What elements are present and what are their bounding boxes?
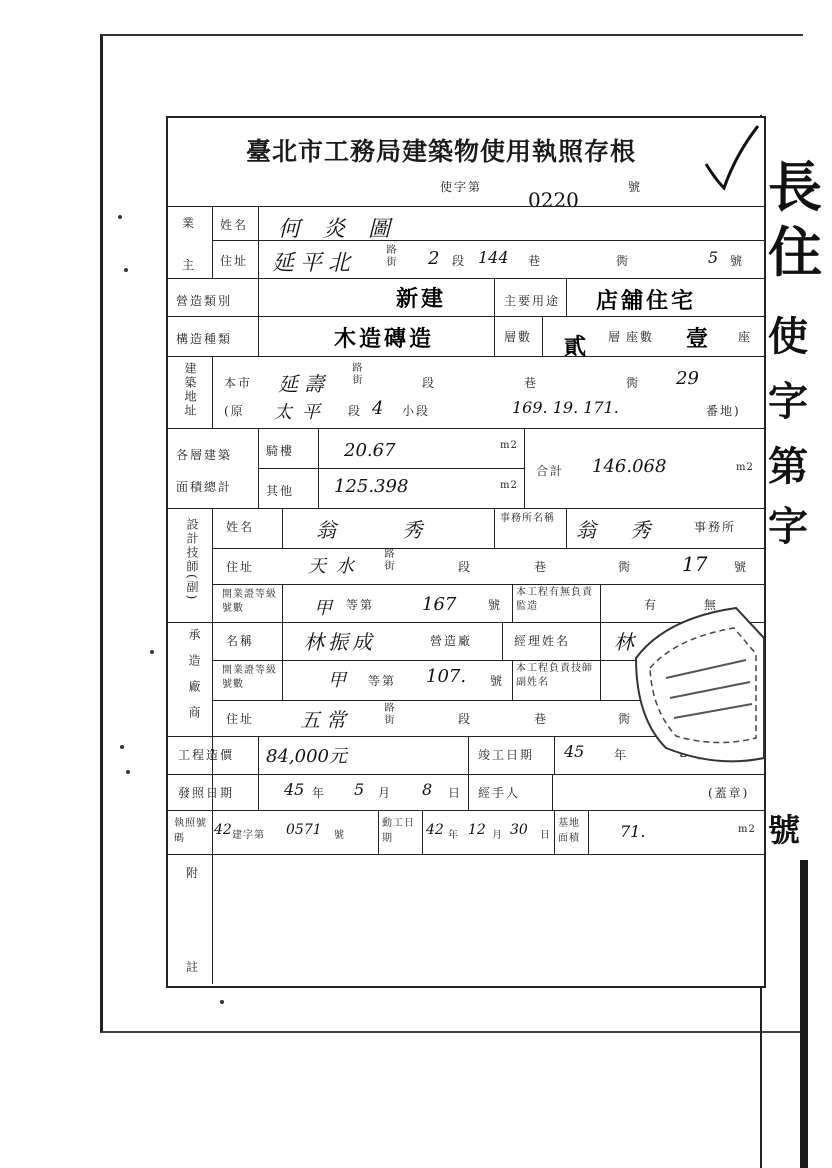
floors-value: 貳 <box>564 334 590 360</box>
completion-year: 45 <box>564 742 585 761</box>
land-area-label: 基地面積 <box>558 818 580 844</box>
permit-number: 0220 <box>528 188 579 212</box>
designer-office-label: 事務所名稱 <box>500 513 555 524</box>
permit-suffix: 號 <box>334 830 345 841</box>
designer-office-suffix: 事務所 <box>694 520 737 534</box>
contractor-lane-label: 巷 <box>534 712 549 726</box>
permit-no-label: 執照號碼 <box>174 818 207 844</box>
structure-type-label: 構造種類 <box>176 332 233 346</box>
contractor-name-suffix: 營造廠 <box>430 634 473 648</box>
contractor-license-num: 107. <box>426 666 467 687</box>
total-area-unit: m2 <box>736 462 754 473</box>
site-lot-label: 番地) <box>706 404 741 418</box>
site-house-num: 29 <box>676 368 699 389</box>
arcade-unit: m2 <box>500 440 518 451</box>
contractor-manager-value: 林 <box>614 630 634 654</box>
notes-label-bottom: 註 <box>186 960 201 974</box>
permit-suffix-label: 號 <box>628 180 643 194</box>
owner-address-label: 住址 <box>220 254 249 268</box>
site-city-label: 本市 <box>224 376 253 390</box>
land-area-value: 71. <box>620 822 646 841</box>
permit-num: 0571 <box>286 822 322 838</box>
speck <box>124 268 128 272</box>
contractor-alley-label: 衖 <box>618 712 633 726</box>
issue-year: 45 <box>284 780 305 799</box>
owner-section-label: 段 <box>452 254 467 268</box>
designer-name-value: 翁 秀 <box>316 518 453 542</box>
designer-section-label: 段 <box>458 560 473 574</box>
edge-char: 使 <box>768 313 808 360</box>
permit-year: 42 <box>214 822 232 838</box>
site-road-street-label: 路街 <box>350 362 361 386</box>
owner-label-top: 業 <box>182 216 197 230</box>
other-label: 其他 <box>266 484 295 498</box>
owner-name-label: 姓名 <box>220 218 249 232</box>
designer-road-street-label: 路街 <box>382 548 393 572</box>
designer-license-mid: 等第 <box>346 598 375 612</box>
completion-year-label: 年 <box>614 748 629 762</box>
owner-road-street-label: 路街 <box>384 244 395 268</box>
designer-address-label: 住址 <box>226 560 255 574</box>
arcade-label: 騎樓 <box>266 444 295 458</box>
contractor-manager-label: 經理姓名 <box>514 634 571 648</box>
contractor-license-suffix: 號 <box>490 674 505 688</box>
other-value: 125.398 <box>334 476 409 497</box>
edge-char: 號 <box>768 811 801 849</box>
edge-char: 字 <box>768 378 808 425</box>
cost-value: 84,000元 <box>266 746 347 767</box>
issue-month: 5 <box>354 780 365 799</box>
start-month: 12 <box>468 822 486 838</box>
permit-mid: 建字第 <box>232 830 265 841</box>
site-address-label: 建築地址 <box>183 362 197 418</box>
designer-lane-label: 巷 <box>534 560 549 574</box>
completion-label: 竣工日期 <box>478 748 535 762</box>
designer-license-suffix: 號 <box>488 598 503 612</box>
structure-type-value: 木造磚造 <box>334 326 435 352</box>
issue-month-label: 月 <box>378 786 393 800</box>
permit-stub-form <box>166 116 766 988</box>
designer-supervise-label: 本工程有無負責監造 <box>516 587 593 612</box>
construction-type-label: 營造類別 <box>176 294 233 308</box>
speck <box>220 1000 224 1004</box>
designer-house-num: 17 <box>682 552 708 576</box>
site-alley-label: 衖 <box>626 376 641 390</box>
construction-type-value: 新建 <box>396 286 447 312</box>
owner-label-bottom: 主 <box>182 258 197 272</box>
site-subsection-label: 小段 <box>402 404 431 418</box>
site-street-name: 延壽 <box>278 372 330 396</box>
checkmark-icon <box>702 124 762 194</box>
designer-office-value: 翁 秀 <box>576 518 665 542</box>
start-year-label: 年 <box>448 830 459 841</box>
site-orig-label: (原 <box>224 404 245 418</box>
speck <box>118 215 122 219</box>
site-orig-section-num: 4 <box>372 398 384 419</box>
site-lane-label: 巷 <box>524 376 539 390</box>
total-area-value: 146.068 <box>592 456 667 477</box>
issue-day-label: 日 <box>448 786 463 800</box>
buildings-value: 壹 <box>686 326 712 352</box>
start-date-label: 動工日期 <box>382 818 415 844</box>
area-label: 各層建築 <box>176 448 233 462</box>
floors-label: 層數 <box>504 330 533 344</box>
speck <box>120 745 124 749</box>
designer-license-grade: 甲 <box>314 598 332 619</box>
binding-edge <box>800 860 808 1168</box>
edge-char: 住 <box>768 220 822 284</box>
site-lot-numbers: 169. 19. 171. <box>512 398 619 417</box>
contractor-license-mid: 等第 <box>368 674 397 688</box>
binder-clip-stamp <box>626 598 766 768</box>
edge-char: 字 <box>768 503 808 550</box>
buildings-label: 座數 <box>626 330 655 344</box>
start-day-label: 日 <box>540 830 551 841</box>
designer-supervise-yes: 有 <box>644 598 659 612</box>
contractor-name-label: 名稱 <box>226 634 255 648</box>
edge-char: 第 <box>768 443 808 490</box>
main-use-value: 店舖住宅 <box>596 288 697 314</box>
area-label-2: 面積總計 <box>176 480 233 494</box>
contractor-name-value: 林振成 <box>304 630 376 654</box>
permit-prefix-label: 使字第 <box>440 180 483 194</box>
designer-license-num: 167 <box>422 594 457 615</box>
designer-alley-label: 衖 <box>618 560 633 574</box>
owner-address-district: 延平北 <box>272 251 357 276</box>
owner-lane-label: 巷 <box>528 254 543 268</box>
contractor-address-value: 五常 <box>300 708 352 732</box>
main-use-label: 主要用途 <box>504 294 561 308</box>
speck <box>126 770 130 774</box>
contractor-license-label: 開業證等級號數 <box>222 665 277 690</box>
buildings-unit: 座 <box>738 330 753 344</box>
site-section-label: 段 <box>422 376 437 390</box>
start-day: 30 <box>510 822 528 838</box>
cost-label: 工程造價 <box>178 748 235 762</box>
adjacent-page-strip <box>760 115 832 1168</box>
notes-label-top: 附 <box>186 866 201 880</box>
start-year: 42 <box>426 822 444 838</box>
contractor-engineer-label: 本工程負責技師副姓名 <box>516 663 593 688</box>
edge-char: 長 <box>768 155 822 219</box>
designer-supervise-no: 無 <box>704 598 719 612</box>
contractor-license-grade: 甲 <box>328 670 346 691</box>
speck <box>150 650 154 654</box>
owner-alley-label: 衖 <box>616 254 631 268</box>
start-month-label: 月 <box>492 830 503 841</box>
designer-name-label: 姓名 <box>226 520 255 534</box>
floors-unit: 層 <box>608 330 623 344</box>
contractor-address-label: 住址 <box>226 712 255 726</box>
issue-day: 8 <box>422 780 433 799</box>
contractor-section-label: 段 <box>458 712 473 726</box>
owner-section-num: 2 <box>428 248 440 269</box>
handler-label: 經手人 <box>478 786 521 800</box>
seal-text: (蓋章) <box>708 786 750 800</box>
land-area-unit: m2 <box>738 824 756 835</box>
owner-lane-num: 144 <box>478 248 509 267</box>
owner-house-num: 5 <box>708 248 719 267</box>
owner-house-label: 號 <box>730 254 745 268</box>
contractor-road-street-label: 路街 <box>382 702 393 726</box>
contractor-section-label: 承造廠商 <box>187 628 201 732</box>
designer-license-label: 開業證等級號數 <box>222 589 277 614</box>
arcade-value: 20.67 <box>344 440 396 461</box>
other-unit: m2 <box>500 480 518 491</box>
designer-section-label: 設計技師(副) <box>185 518 199 602</box>
designer-house-label: 號 <box>734 560 749 574</box>
issue-year-label: 年 <box>312 786 327 800</box>
owner-name-value: 何 炎 圖 <box>278 217 398 242</box>
site-orig-section-label: 段 <box>348 404 363 418</box>
total-area-label: 合計 <box>536 464 565 478</box>
issue-date-label: 發照日期 <box>178 786 235 800</box>
site-orig-district: 太平 <box>274 402 330 423</box>
document-title: 臺北市工務局建築物使用執照存根 <box>246 137 637 166</box>
designer-address-value: 天水 <box>308 556 364 577</box>
